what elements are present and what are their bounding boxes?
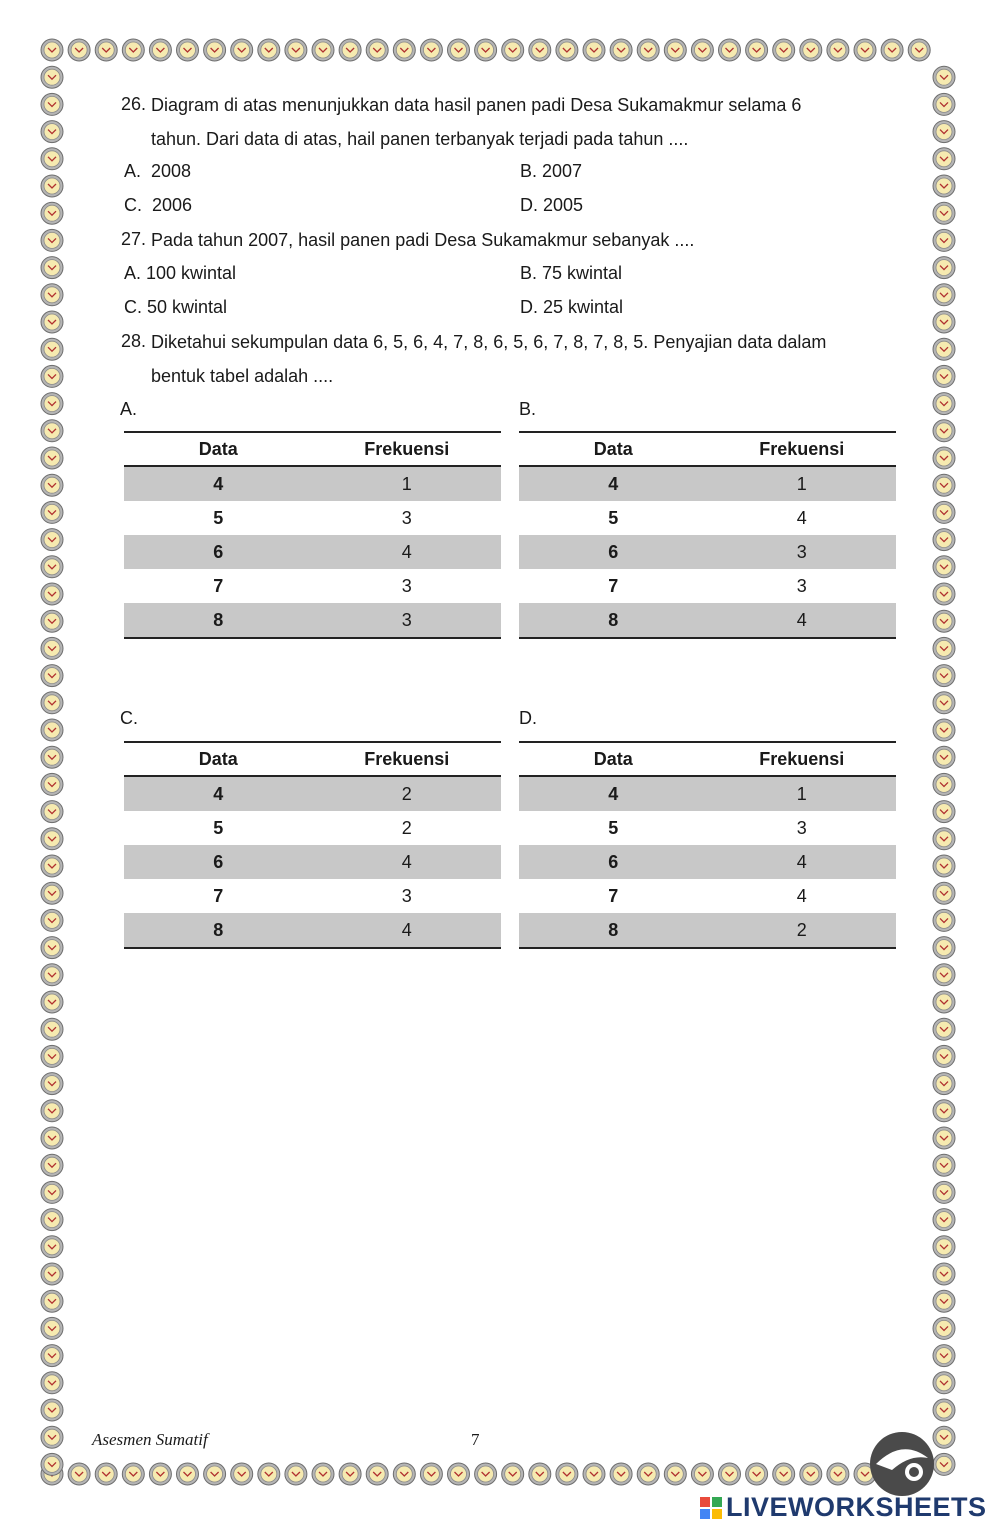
clock-icon <box>933 937 955 959</box>
clock-icon <box>41 148 63 170</box>
clock-icon <box>933 229 955 251</box>
clock-icon <box>933 311 955 333</box>
clock-icon <box>41 202 63 224</box>
frequency-cell: 4 <box>708 845 897 879</box>
clock-icon <box>933 801 955 823</box>
clock-icon <box>41 610 63 632</box>
table-row <box>124 569 501 603</box>
table-row <box>519 913 896 948</box>
clock-icon <box>529 1463 551 1485</box>
table-c-letter[interactable]: C. <box>120 708 138 728</box>
clock-icon <box>41 637 63 659</box>
q26-option-b[interactable]: B. 2007 <box>520 161 583 181</box>
clock-icon <box>312 1463 334 1485</box>
table-row <box>124 879 501 913</box>
clock-icon <box>933 1018 955 1040</box>
clock-icon <box>41 719 63 741</box>
table-row <box>519 776 896 811</box>
clock-icon <box>393 1463 415 1485</box>
clock-icon <box>610 1463 632 1485</box>
clock-icon <box>41 991 63 1013</box>
table-row <box>124 913 501 948</box>
question-26-text-line2: tahun. Dari data di atas, hail panen terbanyak terjadi pada tahun .... <box>151 129 689 149</box>
table-header-data: Data <box>519 742 708 776</box>
frequency-cell: 4 <box>796 507 807 528</box>
frequency-table-b <box>519 431 896 639</box>
clock-icon <box>933 1345 955 1367</box>
clock-icon <box>827 1463 849 1485</box>
data-cell: 5 <box>213 507 224 528</box>
clock-icon <box>204 39 226 61</box>
clock-icon <box>41 175 63 197</box>
clock-icon <box>41 1209 63 1231</box>
clock-icon <box>41 257 63 279</box>
clock-icon <box>41 1073 63 1095</box>
clock-icon <box>41 1045 63 1067</box>
frequency-table-d <box>519 741 896 949</box>
table-row <box>519 501 896 535</box>
clock-icon <box>933 583 955 605</box>
clock-icon <box>41 529 63 551</box>
clock-icon <box>41 964 63 986</box>
clock-icon <box>41 692 63 714</box>
clock-icon <box>41 583 63 605</box>
clock-icon <box>933 93 955 115</box>
clock-icon <box>933 556 955 578</box>
clock-icon <box>529 39 551 61</box>
page-number: 7 <box>471 1430 480 1449</box>
clock-icon <box>933 393 955 415</box>
clock-icon <box>68 1463 90 1485</box>
clock-icon <box>41 1100 63 1122</box>
clock-icon <box>933 1154 955 1176</box>
clock-icon <box>933 1263 955 1285</box>
clock-icon <box>933 855 955 877</box>
clock-icon <box>691 39 713 61</box>
clock-icon <box>637 1463 659 1485</box>
clock-icon <box>933 828 955 850</box>
frequency-table-a <box>124 431 501 639</box>
table-row <box>519 879 896 913</box>
clock-icon <box>583 39 605 61</box>
clock-icon <box>933 1209 955 1231</box>
clock-icon <box>41 746 63 768</box>
clock-icon <box>556 39 578 61</box>
table-header-data: Data <box>519 432 708 466</box>
clock-icon <box>95 1463 117 1485</box>
clock-icon <box>933 719 955 741</box>
clock-icon <box>933 501 955 523</box>
clock-icon <box>122 1463 144 1485</box>
frequency-cell: 4 <box>708 603 897 638</box>
clock-icon <box>448 39 470 61</box>
clock-icon <box>149 39 171 61</box>
data-cell: 8 <box>519 603 708 638</box>
clock-icon <box>908 39 930 61</box>
clock-icon <box>933 257 955 279</box>
clock-icon <box>41 393 63 415</box>
clock-icon <box>41 338 63 360</box>
data-cell: 6 <box>124 535 313 569</box>
clock-icon <box>773 39 795 61</box>
frequency-cell: 3 <box>708 535 897 569</box>
table-header-data: Data <box>124 432 313 466</box>
table-header-frekuensi: Frekuensi <box>708 432 897 466</box>
question-28-text-line1: Diketahui sekumpulan data 6, 5, 6, 4, 7, 8, 6, 5, 6, 7, 8, 7, 8, 5. Penyajian data dalam <box>151 332 827 352</box>
clock-icon <box>933 964 955 986</box>
clock-icon <box>933 148 955 170</box>
clock-icon <box>204 1463 226 1485</box>
frequency-cell: 4 <box>313 535 502 569</box>
table-header-frekuensi: Frekuensi <box>313 742 502 776</box>
data-cell: 8 <box>124 913 313 948</box>
clock-icon <box>933 991 955 1013</box>
frequency-cell: 1 <box>313 466 502 501</box>
clock-icon <box>41 937 63 959</box>
table-row <box>124 501 501 535</box>
frequency-cell: 3 <box>401 507 412 528</box>
table-row <box>519 603 896 638</box>
clock-icon <box>339 39 361 61</box>
data-cell: 4 <box>519 776 708 811</box>
question-27-number: 27. <box>121 229 147 249</box>
data-cell: 5 <box>608 507 619 528</box>
frequency-cell: 4 <box>796 885 807 906</box>
clock-icon <box>933 665 955 687</box>
frequency-table-c <box>124 741 501 949</box>
clock-icon <box>258 39 280 61</box>
clock-icon <box>41 1236 63 1258</box>
clock-icon <box>41 665 63 687</box>
clock-icon <box>933 474 955 496</box>
liveworksheets-brand[interactable]: LIVEWORKSHEETS <box>726 1492 987 1522</box>
frequency-cell: 2 <box>708 913 897 948</box>
frequency-cell: 1 <box>708 466 897 501</box>
data-cell: 4 <box>124 776 313 811</box>
q27-option-a[interactable]: A. 100 kwintal <box>124 263 237 283</box>
frequency-cell: 4 <box>313 913 502 948</box>
clock-icon <box>41 1263 63 1285</box>
data-cell: 8 <box>519 913 708 948</box>
clock-icon <box>41 855 63 877</box>
q27-option-b[interactable]: B. 75 kwintal <box>520 263 623 283</box>
clock-icon <box>475 39 497 61</box>
table-header-frekuensi: Frekuensi <box>708 742 897 776</box>
data-cell: 5 <box>213 817 224 838</box>
table-row <box>124 811 501 845</box>
clock-icon <box>41 1290 63 1312</box>
clock-icon <box>312 39 334 61</box>
data-cell: 5 <box>608 817 619 838</box>
clock-icon <box>41 1317 63 1339</box>
clock-icon <box>41 1345 63 1367</box>
table-row <box>519 811 896 845</box>
frequency-cell: 3 <box>313 603 502 638</box>
clock-icon <box>933 773 955 795</box>
question-26-number: 26. <box>121 94 147 114</box>
table-row <box>124 535 501 569</box>
data-cell: 7 <box>608 885 619 906</box>
clock-icon <box>41 1426 63 1448</box>
q27-option-c[interactable]: C. 50 kwintal <box>124 297 228 317</box>
clock-icon <box>41 229 63 251</box>
clock-icon <box>420 39 442 61</box>
frequency-cell: 2 <box>313 776 502 811</box>
clock-icon <box>933 1399 955 1421</box>
table-header-data: Data <box>124 742 313 776</box>
clock-icon <box>41 828 63 850</box>
question-26-text-line1: Diagram di atas menunjukkan data hasil panen padi Desa Sukamakmur selama 6 <box>151 95 802 115</box>
table-row <box>519 569 896 603</box>
clock-icon <box>933 1290 955 1312</box>
clock-icon <box>41 474 63 496</box>
data-cell: 7 <box>213 575 224 596</box>
clock-icon <box>95 39 117 61</box>
question-28-text-line2: bentuk tabel adalah .... <box>151 366 334 386</box>
clock-icon <box>556 1463 578 1485</box>
clock-icon <box>41 909 63 931</box>
clock-icon <box>933 1100 955 1122</box>
clock-icon <box>933 447 955 469</box>
clock-icon <box>41 1181 63 1203</box>
clock-icon <box>933 610 955 632</box>
clock-icon <box>475 1463 497 1485</box>
question-27-text: Pada tahun 2007, hasil panen padi Desa Sukamakmur sebanyak .... <box>151 230 695 250</box>
table-row <box>124 776 501 811</box>
clock-icon <box>285 1463 307 1485</box>
clock-icon <box>773 1463 795 1485</box>
clock-icon <box>933 338 955 360</box>
clock-icon <box>41 39 63 61</box>
clock-icon <box>664 39 686 61</box>
clock-icon <box>933 1236 955 1258</box>
clock-icon <box>41 1018 63 1040</box>
clock-icon <box>933 1045 955 1067</box>
q26-option-c[interactable]: C. 2006 <box>124 195 193 215</box>
frequency-cell: 3 <box>796 817 807 838</box>
clock-icon <box>933 1127 955 1149</box>
data-cell: 4 <box>124 466 313 501</box>
clock-icon <box>610 39 632 61</box>
table-header-frekuensi: Frekuensi <box>313 432 502 466</box>
clock-icon <box>933 175 955 197</box>
data-cell: 6 <box>124 845 313 879</box>
clock-icon <box>41 773 63 795</box>
clock-icon <box>41 93 63 115</box>
clock-icon <box>41 311 63 333</box>
clock-icon <box>41 420 63 442</box>
clock-icon <box>664 1463 686 1485</box>
clock-icon <box>933 284 955 306</box>
footer-title: Asesmen Sumatif <box>92 1430 208 1449</box>
clock-icon <box>933 909 955 931</box>
clock-icon <box>448 1463 470 1485</box>
clock-icon <box>502 1463 524 1485</box>
clock-icon <box>41 501 63 523</box>
data-cell: 8 <box>124 603 313 638</box>
clock-icon <box>41 882 63 904</box>
table-b-letter[interactable]: B. <box>519 399 537 419</box>
frequency-cell: 3 <box>401 885 412 906</box>
clock-icon <box>691 1463 713 1485</box>
clock-icon <box>339 1463 361 1485</box>
table-row <box>519 466 896 501</box>
clock-icon <box>933 202 955 224</box>
data-cell: 6 <box>519 845 708 879</box>
clock-icon <box>122 39 144 61</box>
clock-icon <box>746 1463 768 1485</box>
clock-icon <box>41 284 63 306</box>
data-cell: 6 <box>519 535 708 569</box>
publisher-logo <box>862 1428 942 1498</box>
clock-icon <box>800 1463 822 1485</box>
clock-icon <box>258 1463 280 1485</box>
clock-icon <box>177 1463 199 1485</box>
table-row <box>519 535 896 569</box>
clock-icon <box>41 1453 63 1475</box>
frequency-cell: 2 <box>401 817 412 838</box>
clock-icon <box>583 1463 605 1485</box>
clock-icon <box>366 39 388 61</box>
clock-icon <box>933 637 955 659</box>
clock-icon <box>285 39 307 61</box>
q27-option-d[interactable]: D. 25 kwintal <box>520 297 624 317</box>
table-row <box>519 845 896 879</box>
clock-icon <box>68 39 90 61</box>
clock-icon <box>502 39 524 61</box>
clock-icon <box>41 66 63 88</box>
clock-icon <box>746 39 768 61</box>
clock-icon <box>854 39 876 61</box>
table-a-letter[interactable]: A. <box>120 399 138 419</box>
data-cell: 4 <box>519 466 708 501</box>
table-d-letter[interactable]: D. <box>519 708 537 728</box>
clock-icon <box>933 1073 955 1095</box>
liveworksheets-logo-icon <box>700 1497 722 1519</box>
clock-icon <box>933 692 955 714</box>
clock-icon <box>41 447 63 469</box>
clock-icon <box>933 882 955 904</box>
clock-icon <box>231 39 253 61</box>
clock-icon <box>393 39 415 61</box>
clock-icon <box>41 1154 63 1176</box>
clock-icon <box>420 1463 442 1485</box>
table-row <box>124 845 501 879</box>
frequency-cell: 4 <box>313 845 502 879</box>
clock-icon <box>41 1399 63 1421</box>
clock-icon <box>41 1372 63 1394</box>
clock-icon <box>933 1317 955 1339</box>
clock-icon <box>933 1181 955 1203</box>
clock-icon <box>41 121 63 143</box>
clock-icon <box>933 365 955 387</box>
clock-icon <box>177 39 199 61</box>
clock-icon <box>637 39 659 61</box>
clock-icon <box>933 529 955 551</box>
clock-icon <box>800 39 822 61</box>
q26-option-d[interactable]: D. 2005 <box>520 195 584 215</box>
clock-icon <box>41 1127 63 1149</box>
clock-icon <box>933 746 955 768</box>
frequency-cell: 3 <box>796 575 807 596</box>
q26-option-a[interactable]: A. 2008 <box>124 161 192 181</box>
clock-icon <box>41 556 63 578</box>
clock-icon <box>881 39 903 61</box>
clock-icon <box>933 121 955 143</box>
table-row <box>124 466 501 501</box>
clock-icon <box>933 1372 955 1394</box>
clock-icon <box>149 1463 171 1485</box>
clock-icon <box>719 39 741 61</box>
clock-icon <box>933 420 955 442</box>
clock-icon <box>231 1463 253 1485</box>
clock-icon <box>41 365 63 387</box>
clock-icon <box>366 1463 388 1485</box>
clock-icon <box>933 66 955 88</box>
question-28-number: 28. <box>121 331 147 351</box>
data-cell: 7 <box>608 575 619 596</box>
data-cell: 7 <box>213 885 224 906</box>
frequency-cell: 1 <box>708 776 897 811</box>
clock-icon <box>719 1463 741 1485</box>
frequency-cell: 3 <box>401 575 412 596</box>
clock-icon <box>41 801 63 823</box>
table-row <box>124 603 501 638</box>
clock-icon <box>827 39 849 61</box>
